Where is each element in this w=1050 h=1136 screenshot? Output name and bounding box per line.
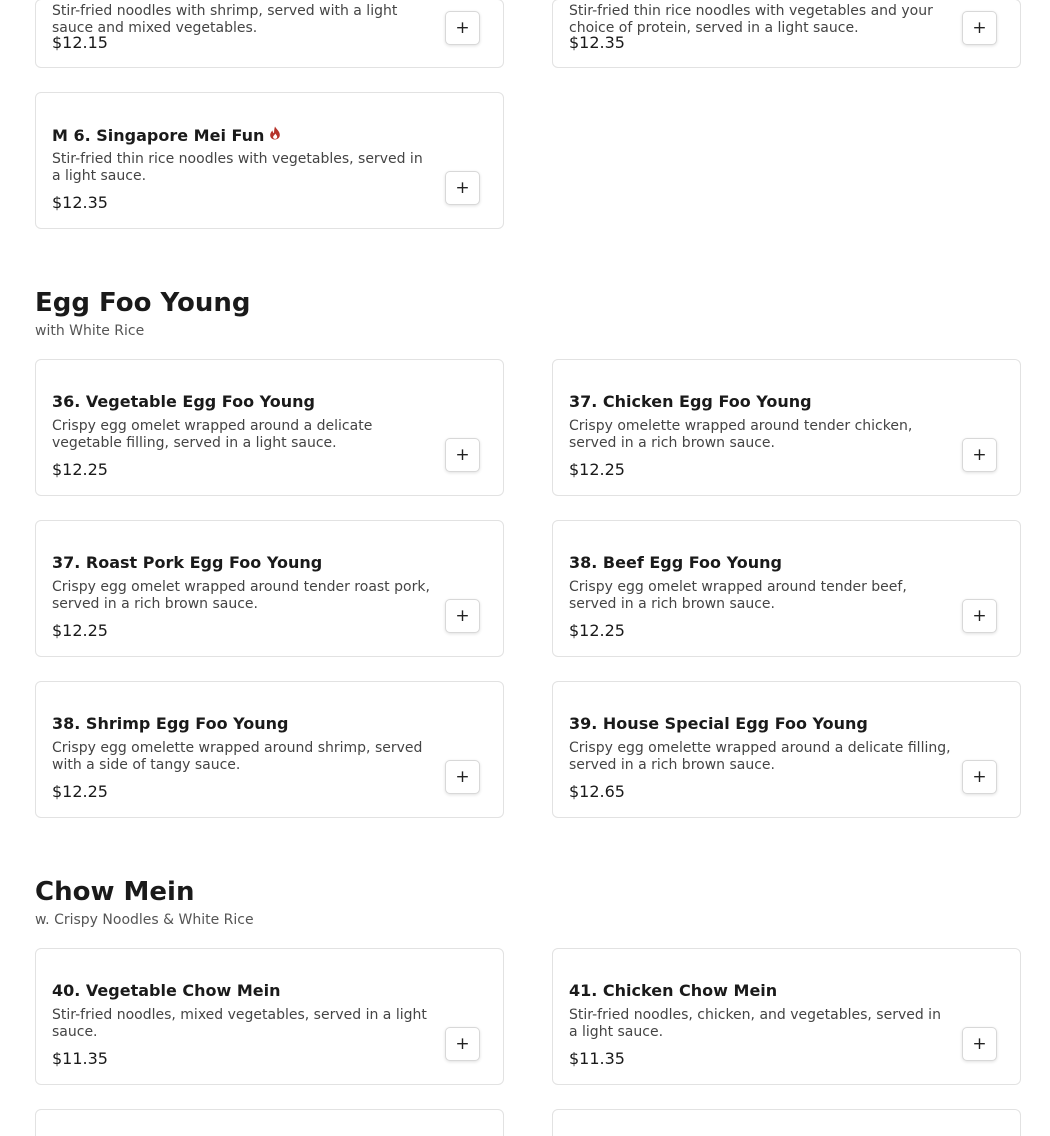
item-price: $12.15 xyxy=(52,33,108,52)
item-price: $11.35 xyxy=(569,1049,625,1068)
item-description: Crispy omelette wrapped around tender chicken, served in a rich brown sauce. xyxy=(569,418,913,451)
item-description: Crispy egg omelette wrapped around shrimp, served with a side of tangy sauce. xyxy=(52,740,423,773)
add-item-button[interactable]: + xyxy=(445,171,480,205)
item-description: Stir-fried noodles, mixed vegetables, served in a light sauce. xyxy=(52,1007,427,1040)
menu-item-card[interactable] xyxy=(35,0,504,68)
item-description: Crispy egg omelet wrapped around tender roast pork, served in a rich brown sauce. xyxy=(52,579,430,612)
menu-item-card[interactable] xyxy=(552,1109,1021,1136)
item-name: 36. Vegetable Egg Foo Young xyxy=(52,392,315,411)
section-subtitle: with White Rice xyxy=(35,323,145,339)
menu-item-card[interactable] xyxy=(35,948,504,1085)
item-description: Stir-fried noodles with shrimp, served with a light sauce and mixed vegetables. xyxy=(52,3,398,36)
item-price: $12.25 xyxy=(52,460,108,479)
add-item-button[interactable]: + xyxy=(445,438,480,472)
add-item-button[interactable]: + xyxy=(962,599,997,633)
item-name: 38. Beef Egg Foo Young xyxy=(569,553,782,572)
add-item-button[interactable]: + xyxy=(962,760,997,794)
menu-item-card[interactable] xyxy=(552,948,1021,1085)
item-price: $12.35 xyxy=(52,193,108,212)
item-description: Crispy egg omelette wrapped around a delicate filling, served in a rich brown sauce. xyxy=(569,740,951,773)
item-price: $12.35 xyxy=(569,33,625,52)
section-title: Chow Mein xyxy=(35,877,195,907)
item-price: $12.25 xyxy=(569,621,625,640)
menu-item-card[interactable] xyxy=(35,520,504,657)
menu-item-card[interactable] xyxy=(552,359,1021,496)
menu-item-card[interactable] xyxy=(35,92,504,229)
menu-item-card[interactable] xyxy=(35,681,504,818)
item-price: $12.25 xyxy=(52,782,108,801)
add-item-button[interactable]: + xyxy=(445,760,480,794)
item-description: Crispy egg omelet wrapped around tender beef, served in a rich brown sauce. xyxy=(569,579,907,612)
item-price: $12.25 xyxy=(52,621,108,640)
item-name xyxy=(52,125,281,145)
add-item-button[interactable]: + xyxy=(962,11,997,45)
item-name: 37. Roast Pork Egg Foo Young xyxy=(52,553,323,572)
item-description: Stir-fried thin rice noodles with vegetables, served in a light sauce. xyxy=(52,151,423,184)
flame-icon xyxy=(269,125,281,144)
add-item-button[interactable]: + xyxy=(962,1027,997,1061)
item-name-text: M 6. Singapore Mei Fun xyxy=(52,126,265,145)
item-name: 37. Chicken Egg Foo Young xyxy=(569,392,812,411)
item-description: Stir-fried noodles, chicken, and vegetables, served in a light sauce. xyxy=(569,1007,941,1040)
item-name: 39. House Special Egg Foo Young xyxy=(569,714,868,733)
menu-item-card[interactable] xyxy=(552,0,1021,68)
item-name: 40. Vegetable Chow Mein xyxy=(52,981,281,1000)
menu-item-card[interactable] xyxy=(35,1109,504,1136)
menu-item-card[interactable] xyxy=(552,681,1021,818)
item-description: Stir-fried thin rice noodles with vegetables and your choice of protein, served in a light sauce. xyxy=(569,3,933,36)
item-price: $12.65 xyxy=(569,782,625,801)
item-description: Crispy egg omelet wrapped around a delicate vegetable filling, served in a light sauce. xyxy=(52,418,373,451)
add-item-button[interactable]: + xyxy=(962,438,997,472)
add-item-button[interactable]: + xyxy=(445,599,480,633)
menu-item-card[interactable] xyxy=(35,359,504,496)
item-price: $11.35 xyxy=(52,1049,108,1068)
item-name: 38. Shrimp Egg Foo Young xyxy=(52,714,289,733)
item-name: 41. Chicken Chow Mein xyxy=(569,981,778,1000)
menu-item-card[interactable] xyxy=(552,520,1021,657)
add-item-button[interactable]: + xyxy=(445,11,480,45)
item-price: $12.25 xyxy=(569,460,625,479)
add-item-button[interactable]: + xyxy=(445,1027,480,1061)
section-title: Egg Foo Young xyxy=(35,288,251,318)
section-subtitle: w. Crispy Noodles & White Rice xyxy=(35,912,254,928)
